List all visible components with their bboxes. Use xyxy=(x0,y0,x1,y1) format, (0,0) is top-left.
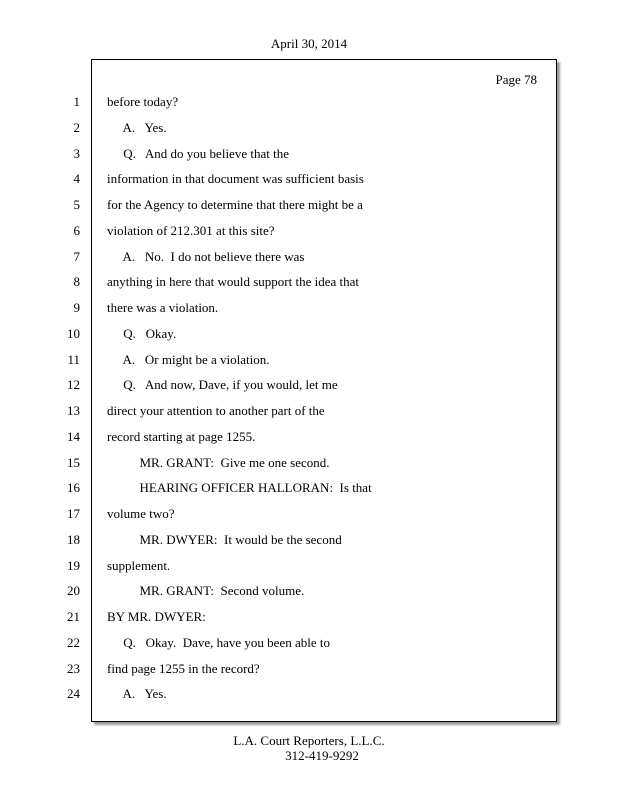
line-number: 11 xyxy=(67,352,80,367)
footer-phone xyxy=(0,748,618,764)
line-text: direct your attention to another part of the xyxy=(107,403,325,418)
line-text: A. Yes. xyxy=(107,686,167,701)
line-text: Q. And do you believe that the xyxy=(107,146,289,161)
line-text: Q. Okay. xyxy=(107,326,177,341)
footer-company: L.A. Court Reporters, L.L.C. xyxy=(233,733,385,748)
line-number: 1 xyxy=(73,94,80,109)
line-number: 5 xyxy=(73,197,80,212)
line-text: MR. GRANT: Give me one second. xyxy=(107,455,330,470)
line-text: MR. DWYER: It would be the second xyxy=(107,532,342,547)
footer-phone-text: 312-419-9292 xyxy=(285,748,359,763)
line-text: record starting at page 1255. xyxy=(107,429,256,444)
line-number: 18 xyxy=(67,532,80,547)
line-number: 12 xyxy=(67,377,80,392)
line-number: 19 xyxy=(67,558,80,573)
line-text: A. No. I do not believe there was xyxy=(107,249,305,264)
line-number: 22 xyxy=(67,635,80,650)
line-text: violation of 212.301 at this site? xyxy=(107,223,275,238)
line-text: A. Or might be a violation. xyxy=(107,352,270,367)
line-number: 10 xyxy=(67,326,80,341)
line-text: find page 1255 in the record? xyxy=(107,661,260,676)
line-text: A. Yes. xyxy=(107,120,167,135)
line-number: 15 xyxy=(67,455,80,470)
header-date: April 30, 2014 xyxy=(270,36,348,51)
line-number: 23 xyxy=(67,661,80,676)
line-text: before today? xyxy=(107,94,179,109)
line-number: 24 xyxy=(67,686,80,701)
line-number: 13 xyxy=(67,403,80,418)
line-number: 21 xyxy=(67,609,80,624)
line-text: volume two? xyxy=(107,506,175,521)
line-text: supplement. xyxy=(107,558,171,573)
page-number: Page 78 xyxy=(495,72,537,87)
line-text: Q. And now, Dave, if you would, let me xyxy=(107,377,338,392)
line-number: 4 xyxy=(73,171,80,186)
line-text: information in that document was sufficient basis xyxy=(107,171,364,186)
line-text: BY MR. DWYER: xyxy=(107,609,206,624)
line-text: for the Agency to determine that there might be a xyxy=(107,197,363,212)
line-text: MR. GRANT: Second volume. xyxy=(107,583,305,598)
line-number: 2 xyxy=(73,120,80,135)
line-number: 6 xyxy=(73,223,80,238)
line-number: 9 xyxy=(73,300,80,315)
line-text: Q. Okay. Dave, have you been able to xyxy=(107,635,330,650)
line-number: 8 xyxy=(73,274,80,289)
line-number: 17 xyxy=(67,506,80,521)
line-text: there was a violation. xyxy=(107,300,219,315)
line-number: 3 xyxy=(73,146,80,161)
line-text: HEARING OFFICER HALLORAN: Is that xyxy=(107,480,372,495)
line-text: anything in here that would support the idea that xyxy=(107,274,359,289)
line-number: 7 xyxy=(73,249,80,264)
line-number: 16 xyxy=(67,480,80,495)
line-number: 20 xyxy=(67,583,80,598)
line-number: 14 xyxy=(67,429,80,444)
